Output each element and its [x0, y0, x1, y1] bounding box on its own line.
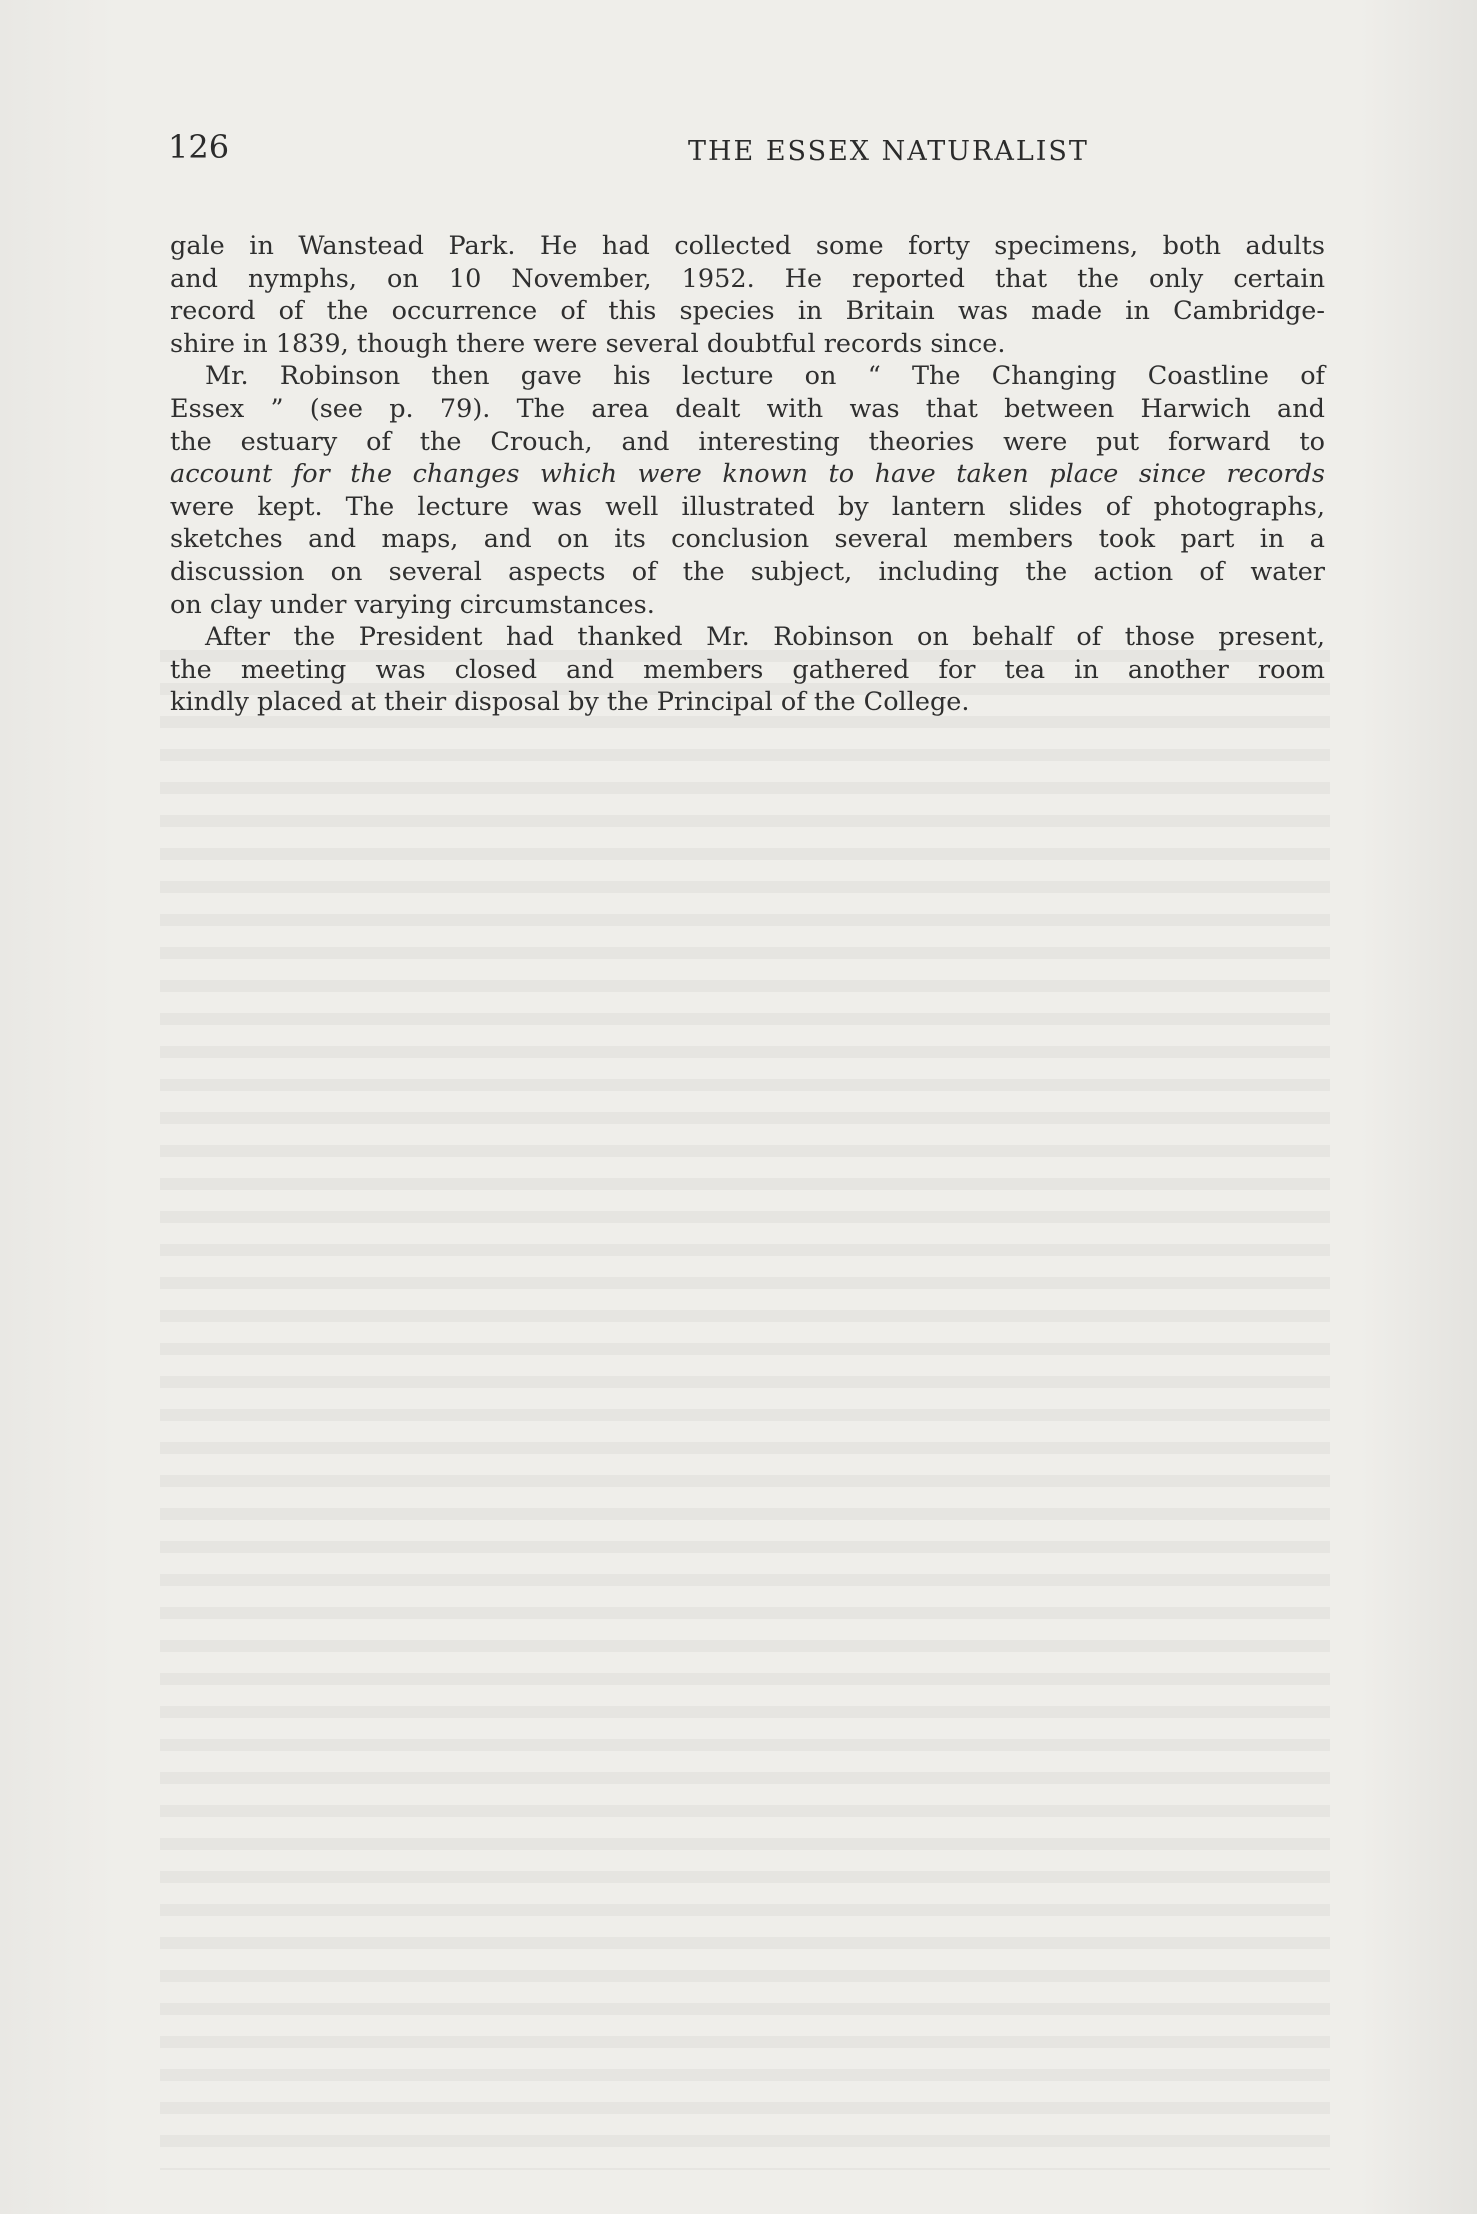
text-line: Essex ” (see p. 79). The area dealt with was that between Harwich and	[170, 393, 1325, 424]
show-through-texture	[160, 650, 1330, 2170]
text-line: were kept. The lecture was well illustrated by lantern slides of photographs,	[170, 491, 1325, 522]
text-line-italic	[170, 458, 1325, 491]
paragraph-1	[170, 230, 1325, 360]
text-line: the meeting was closed and members gathered for tea in another room	[170, 654, 1325, 685]
paragraph-3	[170, 621, 1325, 719]
text-line: the estuary of the Crouch, and interesting theories were put forward to	[170, 426, 1325, 457]
text-line: sketches and maps, and on its conclusion several members took part in a	[170, 524, 1325, 555]
running-head: THE ESSEX NATURALIST	[688, 136, 1089, 167]
text-line: After the President had thanked Mr. Robinson on behalf of those present,	[205, 622, 1325, 653]
page-header	[168, 128, 1326, 178]
text-line: discussion on several aspects of the subject, including the action of water	[170, 556, 1325, 587]
text-line: kindly placed at their disposal by the Principal of the College.	[170, 687, 970, 718]
text-line: Mr. Robinson then gave his lecture on “ The Changing Coastline of	[205, 361, 1325, 392]
text-line: shire in 1839, though there were several doubtful records since.	[170, 328, 1006, 359]
text-line: gale in Wanstead Park. He had collected some forty specimens, both adults	[170, 231, 1325, 261]
text-line: on clay under varying circumstances.	[170, 589, 655, 620]
paragraph-2	[170, 360, 1325, 621]
page-number: 126	[168, 128, 230, 166]
text-line: record of the occurrence of this species in Britain was made in Cambridge-	[170, 296, 1325, 327]
italic-text: account for the changes which were known to have taken place since records	[170, 459, 1325, 490]
text-line: and nymphs, on 10 November, 1952. He reported that the only certain	[170, 263, 1325, 294]
body-text	[170, 230, 1325, 719]
